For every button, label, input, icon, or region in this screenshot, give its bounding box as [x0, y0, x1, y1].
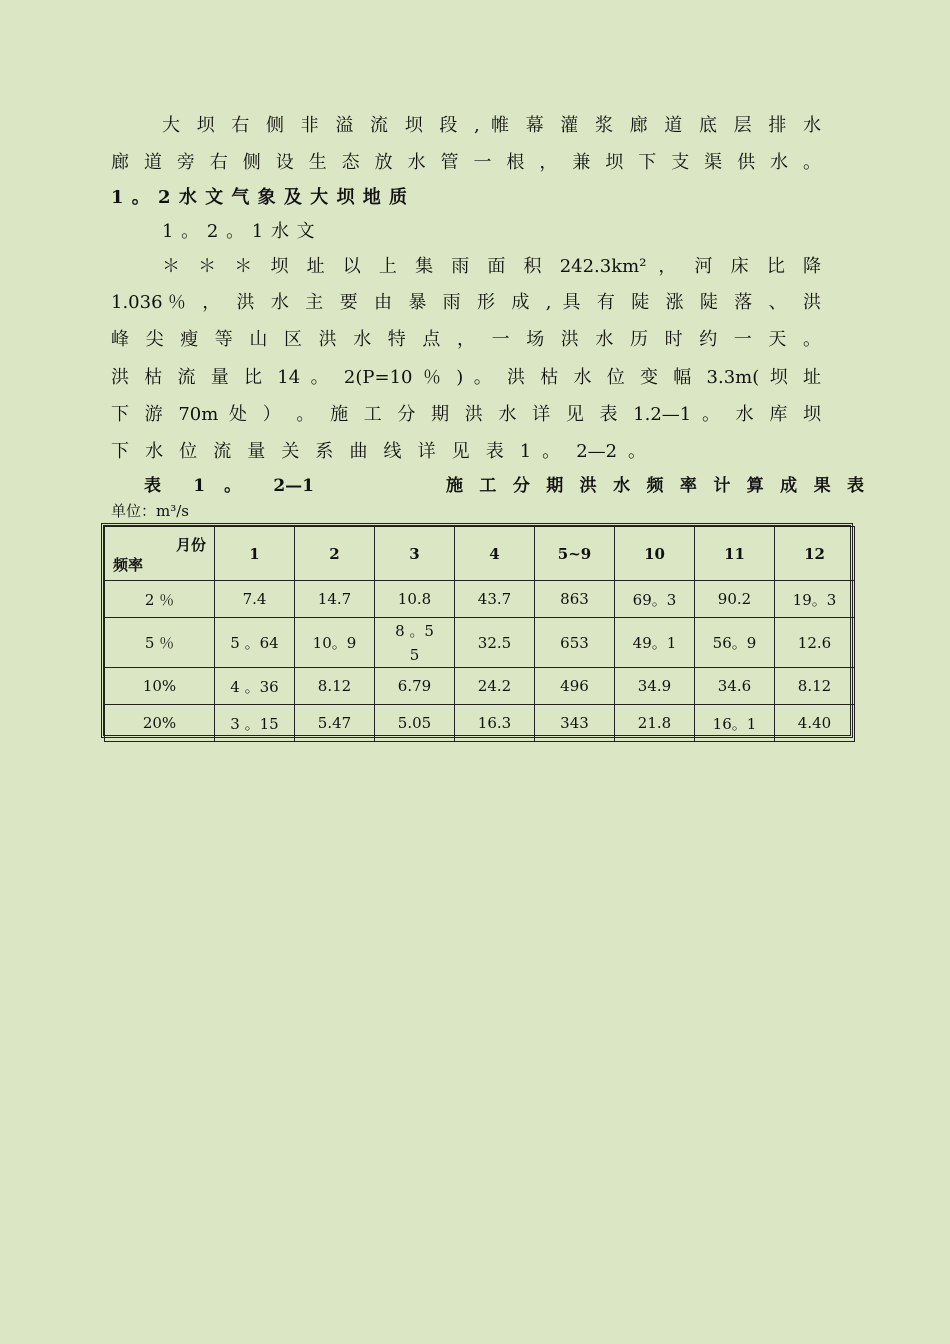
paragraph-line-9: 下 游 70m 处 ） 。 施 工 分 期 洪 水 详 见 表 1.2—1 。 水 库 坝 [111, 404, 821, 425]
corner-frequency-label: 频率 [113, 556, 144, 574]
row-label: 5 ％ [105, 618, 215, 668]
table-cell: 19。3 [775, 581, 855, 618]
row-label: 10% [105, 668, 215, 705]
table-row [105, 668, 855, 705]
column-header: 4 [455, 527, 535, 581]
table-cell-multiline: 8 。5 5 [375, 618, 455, 668]
table-caption-number: 表 1 。 2—1 [144, 476, 314, 496]
column-header: 11 [695, 527, 775, 581]
data-table [104, 526, 855, 742]
table-header-row [105, 527, 855, 581]
table-row [105, 705, 855, 742]
table-row [105, 581, 855, 618]
table-cell: 49。1 [615, 618, 695, 668]
column-header: 5~9 [535, 527, 615, 581]
row-label: 20% [105, 705, 215, 742]
table-cell: 6.79 [375, 668, 455, 705]
column-header: 10 [615, 527, 695, 581]
table-cell: 4 。36 [215, 668, 295, 705]
paragraph-line-1: 大 坝 右 侧 非 溢 流 坝 段 , 帷 幕 灌 浆 廊 道 底 层 排 水 [162, 115, 821, 136]
table-cell: 12.6 [775, 618, 855, 668]
flood-frequency-table [101, 523, 853, 738]
table-cell: 5.47 [295, 705, 375, 742]
table-cell: 5.05 [375, 705, 455, 742]
table-cell: 4.40 [775, 705, 855, 742]
table-cell: 343 [535, 705, 615, 742]
table-cell: 34.6 [695, 668, 775, 705]
table-cell: 496 [535, 668, 615, 705]
paragraph-line-5: ＊ ＊ ＊ 坝 址 以 上 集 雨 面 积 242.3km² ， 河 床 比 降 [162, 256, 821, 277]
paragraph-line-7: 峰 尖 瘦 等 山 区 洪 水 特 点 ， 一 场 洪 水 历 时 约 一 天 。 [111, 329, 821, 350]
table-cell: 8.12 [775, 668, 855, 705]
table-cell: 90.2 [695, 581, 775, 618]
table-cell: 10。9 [295, 618, 375, 668]
table-cell: 69。3 [615, 581, 695, 618]
column-header: 12 [775, 527, 855, 581]
table-cell: 32.5 [455, 618, 535, 668]
table-cell: 653 [535, 618, 615, 668]
table-cell: 16。1 [695, 705, 775, 742]
row-label: 2 ％ [105, 581, 215, 618]
table-cell: 863 [535, 581, 615, 618]
table-cell: 14.7 [295, 581, 375, 618]
table-cell: 24.2 [455, 668, 535, 705]
table-cell: 10.8 [375, 581, 455, 618]
subsection-heading: 1 。 2 。 1 水 文 [162, 221, 316, 242]
unit-label: 单位：m³/s [111, 502, 189, 520]
column-header: 1 [215, 527, 295, 581]
table-cell: 43.7 [455, 581, 535, 618]
table-cell: 5 。64 [215, 618, 295, 668]
table-cell: 56。9 [695, 618, 775, 668]
table-cell: 34.9 [615, 668, 695, 705]
table-cell: 7.4 [215, 581, 295, 618]
table-caption-title: 施 工 分 期 洪 水 频 率 计 算 成 果 表 [446, 476, 864, 496]
column-header: 2 [295, 527, 375, 581]
table-cell: 21.8 [615, 705, 695, 742]
paragraph-line-2: 廊 道 旁 右 侧 设 生 态 放 水 管 一 根 ， 兼 坝 下 支 渠 供 水 。 [111, 152, 821, 173]
paragraph-line-10: 下 水 位 流 量 关 系 曲 线 详 见 表 1 。 2—2 。 [111, 441, 646, 462]
table-corner-cell [105, 527, 215, 581]
corner-month-label: 月份 [175, 536, 206, 554]
section-heading: 1 。 2 水 文 气 象 及 大 坝 地 质 [111, 187, 408, 208]
table-cell: 8.12 [295, 668, 375, 705]
table-cell: 16.3 [455, 705, 535, 742]
column-header: 3 [375, 527, 455, 581]
paragraph-line-8: 洪 枯 流 量 比 14 。 2(P=10 ％ ) 。 洪 枯 水 位 变 幅 3.3m( 坝 址 [111, 367, 821, 388]
paragraph-line-6: 1.036％ ， 洪 水 主 要 由 暴 雨 形 成 , 具 有 陡 涨 陡 落 、 洪 [111, 292, 821, 313]
table-cell: 3 。15 [215, 705, 295, 742]
table-row [105, 618, 855, 668]
